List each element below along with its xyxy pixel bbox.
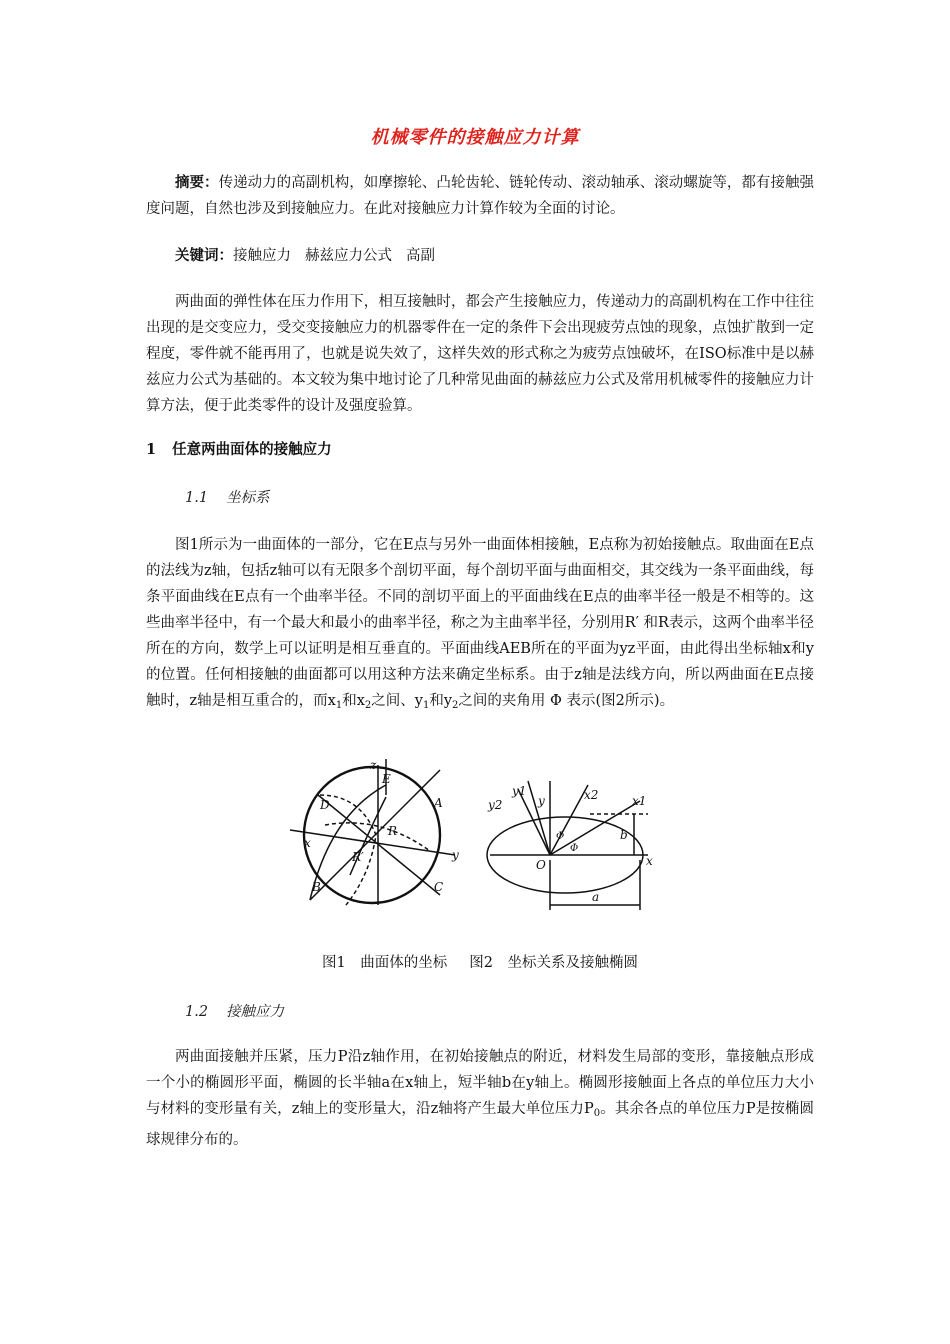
- contact-stress-text-1: 两曲面接触并压紧，压力P沿z轴作用，在初始接触点的附近，材料发生局部的变形，靠接触点形成一个小的椭圆形平面，椭圆的长半轴a在x轴上，短半轴b在y轴上。椭圆形接触面上各点的单位压力大小与材料的变形量有关，z轴上的变形量大，沿z轴将产生最大单位压力P: [146, 1049, 814, 1117]
- subsection-1-2-number: 1.2: [185, 1004, 209, 1020]
- fig2-phi2-label: Φ: [570, 843, 579, 854]
- subsection-1-2-title: 接触应力: [226, 1004, 285, 1020]
- abstract: [146, 170, 814, 222]
- fig1-y-label: y: [452, 848, 459, 862]
- subscript: 0: [593, 1108, 601, 1119]
- keyword-3: 高副: [406, 248, 435, 264]
- fig2-y-label: y: [538, 794, 545, 808]
- subsection-1-1-number: 1.1: [185, 490, 209, 506]
- fig1-z-label: z: [370, 758, 377, 772]
- fig2-O-label: O: [536, 858, 546, 872]
- fig1-x-label: x: [304, 836, 311, 850]
- keyword-2: 赫兹应力公式: [305, 248, 392, 264]
- figure-2-drawing: [487, 781, 648, 910]
- figures: [290, 755, 690, 915]
- keyword-1: 接触应力: [233, 248, 291, 264]
- coordinate-text-3: 之间、y: [371, 693, 423, 709]
- contact-stress-text-2: 。其余各点的单位压力P是按椭圆球规律分布的。: [146, 1101, 814, 1148]
- coordinate-text-4: 和y: [429, 693, 453, 709]
- fig2-x2-label: x2: [584, 788, 599, 802]
- fig2-x-axis-label: x: [646, 854, 653, 868]
- fig1-A-label: A: [434, 796, 443, 810]
- figure-1-and-2: [290, 755, 690, 915]
- keywords-label: 关键词：: [175, 247, 233, 264]
- subscript: 1: [335, 700, 343, 711]
- keywords: [146, 243, 814, 269]
- coordinate-text-5: 之间的夹角用 Φ 表示(图2所示)。: [458, 693, 675, 709]
- subscript: 2: [452, 700, 459, 711]
- subscript: 1: [422, 700, 430, 711]
- fig2-y2-label: y2: [488, 798, 503, 812]
- fig1-R-label: R: [388, 824, 398, 838]
- subsection-1-2-heading: [185, 1000, 284, 1021]
- fig2-x1-label: x1: [632, 794, 647, 808]
- fig1-C-label: C: [434, 880, 444, 894]
- subscript: 2: [364, 700, 372, 711]
- abstract-text: 传递动力的高副机构，如摩擦轮、凸轮齿轮、链轮传动、滚动轴承、滚动螺旋等，都有接触强度问题，自然也涉及到接触应力。在此对接触应力计算作较为全面的讨论。: [146, 175, 815, 217]
- section-1-number: 1: [146, 441, 157, 458]
- coordinate-text-1: 图1所示为一曲面体的一部分，它在E点与另外一曲面体相接触，E点称为初始接触点。取曲面在E点的法线为z轴，包括z轴可以有无限多个剖切平面，每个剖切平面与曲面相交，其交线为一条平面曲线，每条平面曲线在E点有一个曲率半径。不同的剖切平面上的平面曲线在E点的曲率半径一般是不相等的。这些曲率半径中，有一个最大和最小的曲率半径，称之为主曲率半径，分别用R′ 和R表示，这两个曲率半径所在的方向，数学上可以证明是相互垂直的。平面曲线AEB所在的平面为yz平面，由此得出坐标轴x和y的位置。任何相接触的曲面都可以用这种方法来确定坐标系。由于z轴是法线方向，所以两曲面在E点接触时，z轴是相互重合的，而x: [146, 537, 814, 709]
- figure-labels: [304, 758, 653, 904]
- paper-title: 机械零件的接触应力计算: [370, 127, 580, 148]
- fig2-y1-label: y1: [512, 784, 527, 798]
- subsection-1-1-title: 坐标系: [226, 490, 270, 506]
- figure-1-caption: 图1 曲面体的坐标: [322, 955, 448, 971]
- fig2-a-label: a: [592, 890, 600, 904]
- fig2-phi1-label: Φ: [556, 831, 565, 842]
- coordinate-paragraph: [146, 532, 814, 719]
- section-1-title: 任意两曲面体的接触应力: [172, 441, 332, 458]
- fig1-E-label: E: [382, 772, 391, 786]
- intro-paragraph: 两曲面的弹性体在压力作用下，相互接触时，都会产生接触应力，传递动力的高副机构在工作中往往出现的是交变应力，受交变接触应力的机器零件在一定的条件下会出现疲劳点蚀的现象，点蚀扩散到一定程度，零件就不能再用了，也就是说失效了，这样失效的形式称之为疲劳点蚀破坏，在ISO标准中是以赫兹应力公式为基础的。本文较为集中地讨论了几种常见曲面的赫兹应力公式及常用机械零件的接触应力计算方法，便于此类零件的设计及强度验算。: [146, 294, 814, 414]
- coordinate-text-2: 和x: [342, 693, 365, 709]
- fig1-B-label: B: [312, 880, 321, 894]
- section-1-heading: [146, 438, 332, 459]
- figure-2-caption: 图2 坐标关系及接触椭圆: [469, 955, 638, 971]
- fig1-D-label: D: [320, 798, 330, 812]
- figure-captions: [0, 951, 950, 972]
- subsection-1-1-heading: [185, 486, 270, 507]
- fig1-Rp-label: R′: [352, 850, 364, 864]
- abstract-label: 摘要：: [175, 174, 219, 191]
- fig2-b-label: b: [620, 828, 628, 842]
- contact-stress-paragraph: [146, 1044, 814, 1153]
